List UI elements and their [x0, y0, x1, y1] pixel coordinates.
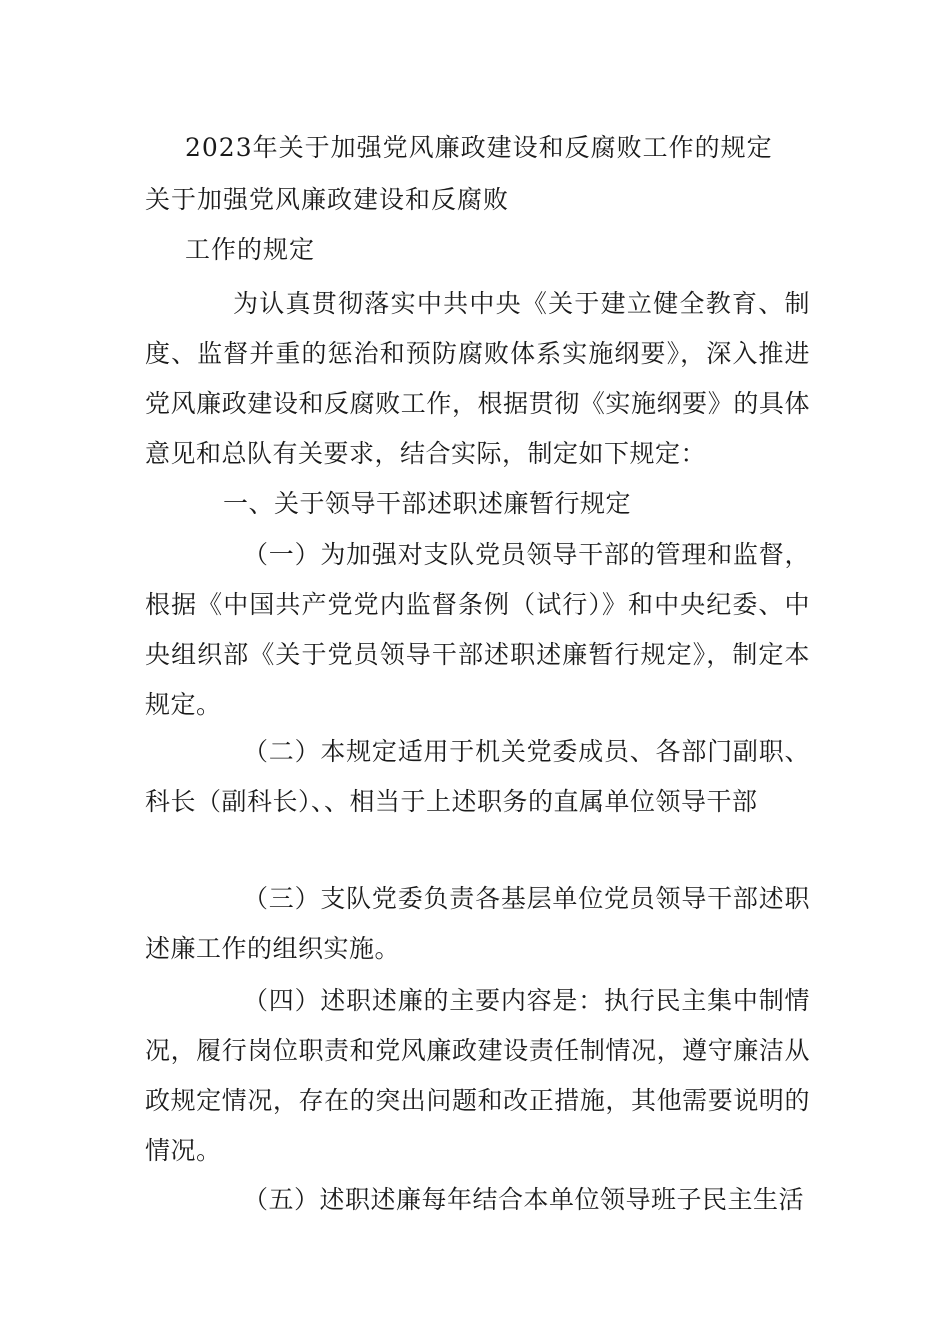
intro-paragraph: 为认真贯彻落实中共中央《关于建立健全教育、制度、监督并重的惩治和预防腐败体系实施纲要》，深入推进党风廉政建设和反腐败工作，根据贯彻《实施纲要》的具体意见和总队有关要求，结合实际，制定如下规定： — [145, 289, 810, 468]
document-subtitle-line2: 工作的规定 — [185, 235, 316, 264]
document-subtitle-line1: 关于加强党风廉政建设和反腐败 — [145, 185, 510, 214]
clause-paragraph: （三）支队党委负责各基层单位党员领导干部述职述廉工作的组织实施。 — [145, 884, 810, 963]
clause-paragraph: （四）述职述廉的主要内容是：执行民主集中制情况，履行岗位职责和党风廉政建设责任制情况，遵守廉洁从政规定情况，存在的突出问题和改正措施，其他需要说明的情况。 — [145, 986, 810, 1165]
clause-paragraph: （五）述职述廉每年结合本单位领导班子民主生活 — [243, 1185, 805, 1214]
document-title: 2023年关于加强党风廉政建设和反腐败工作的规定 — [185, 133, 773, 162]
section-heading: 一、关于领导干部述职述廉暂行规定 — [223, 489, 632, 518]
clause-paragraph: （一）为加强对支队党员领导干部的管理和监督，根据《中国共产党党内监督条例（试行）》和中央纪委、中央组织部《关于党员领导干部述职述廉暂行规定》，制定本规定。 — [145, 540, 810, 719]
clause-paragraph: （二）本规定适用于机关党委成员、各部门副职、科长（副科长）、、相当于上述职务的直属单位领导干部 — [145, 737, 810, 816]
